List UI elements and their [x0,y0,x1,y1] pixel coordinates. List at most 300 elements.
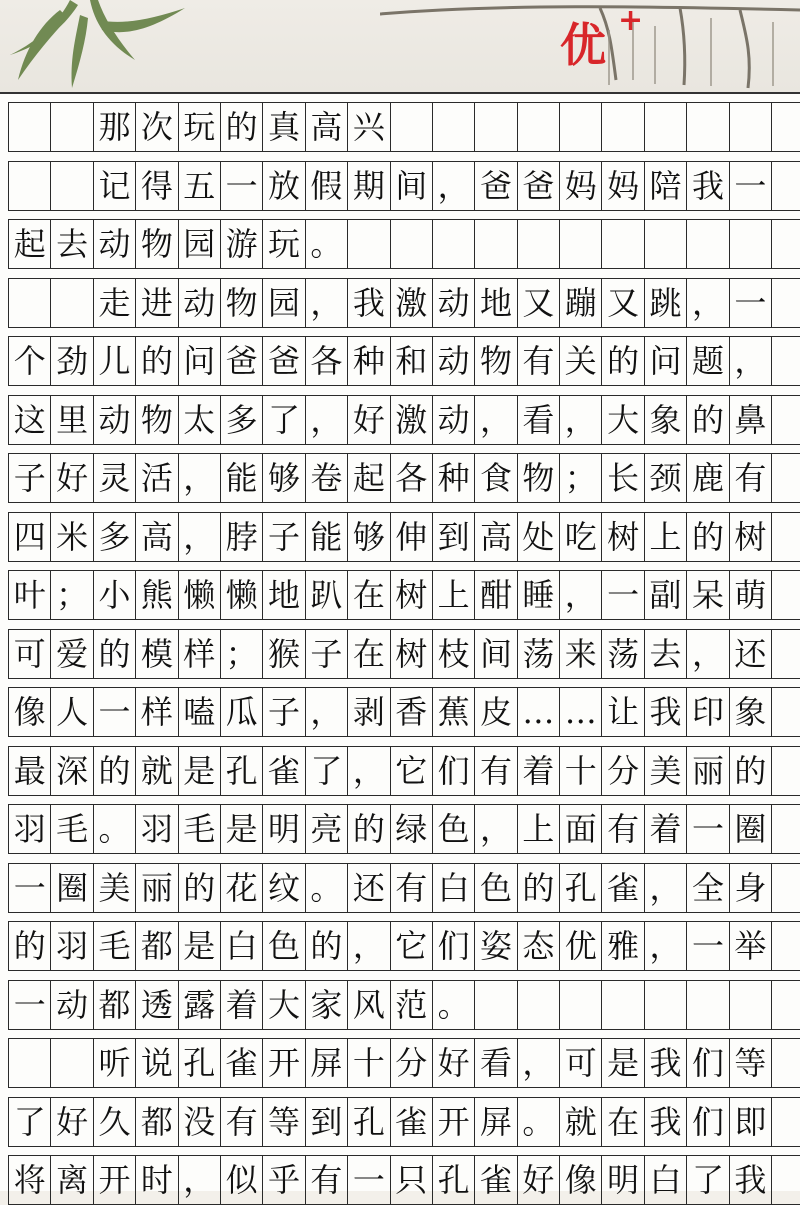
grid-cell: 绿 [390,805,432,853]
grid-cell: 说 [135,1039,177,1087]
grid-cell: ， [474,805,516,853]
grid-cell: 了 [8,1098,50,1146]
grid-cell: 可 [8,630,50,678]
grid-cell: 熊 [135,571,177,619]
grid-cell [771,162,800,210]
grid-cell: 象 [644,396,686,444]
text-row [8,629,800,679]
grid-cell: 屏 [305,1039,347,1087]
grid-cell: 期 [347,162,389,210]
grid-cell: 着 [517,747,559,795]
text-row [8,921,800,971]
grid-cell: 枝 [432,630,474,678]
grid-cell: 玩 [262,220,304,268]
grid-cell: 去 [50,220,92,268]
grid-cell: 子 [262,513,304,561]
grid-cell: 最 [8,747,50,795]
grid-cell: 上 [517,805,559,853]
grid-cell: 动 [432,337,474,385]
grid-cell: 圈 [50,864,92,912]
grid-cell [644,981,686,1029]
grid-cell: 高 [305,103,347,151]
grid-cell [50,162,92,210]
grid-cell: 还 [347,864,389,912]
grid-cell: 有 [601,805,643,853]
grid-cell: 在 [347,630,389,678]
text-row [8,161,800,211]
grid-cell: ， [474,396,516,444]
grid-cell: ， [686,630,728,678]
text-row [8,687,800,737]
grid-cell [8,103,50,151]
grid-cell: 子 [262,688,304,736]
grid-cell [771,220,800,268]
grid-cell: 大 [601,396,643,444]
text-row [8,1155,800,1205]
grid-cell [771,864,800,912]
grid-cell: 得 [135,162,177,210]
grid-cell [771,571,800,619]
grid-cell [517,220,559,268]
grid-cell [347,220,389,268]
grid-cell: 起 [8,220,50,268]
grid-cell: 色 [262,922,304,970]
grid-cell [8,279,50,327]
grid-cell: 等 [262,1098,304,1146]
grid-cell: 蕉 [432,688,474,736]
grid-cell: 瓜 [220,688,262,736]
grid-cell: 开 [93,1156,135,1204]
grid-cell: 是 [601,1039,643,1087]
grid-cell [771,1156,800,1204]
grid-cell: 动 [93,396,135,444]
grid-cell: 范 [390,981,432,1029]
grid-cell: 长 [601,454,643,502]
grid-cell: 卷 [305,454,347,502]
grid-cell: 高 [135,513,177,561]
grid-cell: 激 [390,396,432,444]
text-row [8,453,800,503]
grid-cell: 似 [220,1156,262,1204]
grid-cell: 那 [93,103,135,151]
grid-cell: 兴 [347,103,389,151]
grid-cell: … [517,688,559,736]
grid-cell: 孔 [347,1098,389,1146]
grid-cell: 爸 [262,337,304,385]
grid-cell: 间 [390,162,432,210]
grid-cell: 白 [220,922,262,970]
grid-cell: 离 [50,1156,92,1204]
grid-cell: ； [559,454,601,502]
grid-cell: 个 [8,337,50,385]
grid-cell: 的 [135,337,177,385]
grid-cell: 一 [729,279,771,327]
grid-cell: 的 [93,630,135,678]
grid-cell [686,220,728,268]
grid-cell: 园 [178,220,220,268]
grid-cell [644,103,686,151]
grid-cell: 深 [50,747,92,795]
grid-cell: 人 [50,688,92,736]
grid-cell: 我 [347,279,389,327]
grid-cell: 各 [390,454,432,502]
grid-cell: 它 [390,922,432,970]
grid-cell: 四 [8,513,50,561]
grid-cell: 有 [220,1098,262,1146]
grid-cell: 着 [644,805,686,853]
text-row [8,512,800,562]
grid-cell: 又 [517,279,559,327]
grid-cell: 子 [305,630,347,678]
grid-cell [644,220,686,268]
grid-cell: 种 [432,454,474,502]
grid-cell [771,337,800,385]
grid-cell: 羽 [135,805,177,853]
grid-cell: 丽 [686,747,728,795]
grid-cell [559,981,601,1029]
grid-cell: 放 [262,162,304,210]
text-row [8,336,800,386]
grid-cell: 是 [178,747,220,795]
grid-cell [50,279,92,327]
grid-cell: 好 [50,1098,92,1146]
grid-cell: 懒 [220,571,262,619]
grid-cell: 皮 [474,688,516,736]
text-row [8,804,800,854]
text-row [8,278,800,328]
grid-cell: 剥 [347,688,389,736]
grid-cell: 我 [644,688,686,736]
grid-cell: ， [305,688,347,736]
text-row [8,980,800,1030]
grid-cell: 里 [50,396,92,444]
grid-cell: 孔 [559,864,601,912]
grid-cell: 面 [559,805,601,853]
grid-cell: 开 [262,1039,304,1087]
grid-cell: 屏 [474,1098,516,1146]
grid-cell: 有 [474,747,516,795]
grid-cell: 的 [686,513,728,561]
grid-cell: 五 [178,162,220,210]
grid-cell: 一 [8,864,50,912]
grid-cell: 游 [220,220,262,268]
grid-cell: 。 [305,864,347,912]
grid-cell: 花 [220,864,262,912]
grid-cell [771,688,800,736]
grid-cell: 乎 [262,1156,304,1204]
grid-cell [771,279,800,327]
grid-cell: ， [178,513,220,561]
manuscript-paper [0,92,800,1199]
grid-cell: 我 [686,162,728,210]
grade-plus: + [618,3,644,38]
grid-cell: 。 [93,805,135,853]
grid-cell: 身 [729,864,771,912]
grid-cell: ， [729,337,771,385]
grid-cell: 亮 [305,805,347,853]
grid-cell: 一 [686,922,728,970]
grid-cell: 到 [432,513,474,561]
grid-cell: 十 [347,1039,389,1087]
text-row [8,219,800,269]
grid-cell: 上 [432,571,474,619]
grid-cell: 久 [93,1098,135,1146]
grid-cell: 雀 [601,864,643,912]
grid-cell: 雀 [474,1156,516,1204]
grid-cell: 们 [686,1039,728,1087]
text-row [8,1097,800,1147]
grid-cell: 象 [729,688,771,736]
grid-cell: 爱 [50,630,92,678]
grid-cell: 上 [644,513,686,561]
grid-cell: 物 [220,279,262,327]
grid-cell: 雀 [262,747,304,795]
grid-cell [50,103,92,151]
grid-cell: 爸 [474,162,516,210]
grid-cell: 们 [432,922,474,970]
grid-cell: 劲 [50,337,92,385]
grid-cell: 就 [559,1098,601,1146]
grid-cell: 活 [135,454,177,502]
grid-cell [559,220,601,268]
grid-cell: 一 [601,571,643,619]
grid-cell: 树 [390,630,432,678]
grid-cell: 记 [93,162,135,210]
grid-cell: 猴 [262,630,304,678]
grid-cell: 米 [50,513,92,561]
grid-cell: ， [559,571,601,619]
grid-cell: 家 [305,981,347,1029]
grid-cell [729,103,771,151]
grid-cell: 一 [8,981,50,1029]
grid-cell: 像 [8,688,50,736]
grid-cell: 能 [220,454,262,502]
grid-cell: 有 [517,337,559,385]
grid-cell: 地 [262,571,304,619]
grid-cell: 激 [390,279,432,327]
grid-cell: 好 [347,396,389,444]
grid-cell: 懒 [178,571,220,619]
grid-cell: ， [305,279,347,327]
grid-cell: 就 [135,747,177,795]
grid-cell: ， [178,1156,220,1204]
text-row [8,570,800,620]
grid-cell: 起 [347,454,389,502]
grid-cell: 像 [559,1156,601,1204]
grid-cell [771,1098,800,1146]
grid-cell: ， [517,1039,559,1087]
grid-cell [474,220,516,268]
grid-cell: 动 [432,279,474,327]
grid-cell: 优 [559,922,601,970]
grid-cell: 好 [50,454,92,502]
grid-cell: 的 [686,396,728,444]
grid-cell: 丽 [135,864,177,912]
grid-cell: 儿 [93,337,135,385]
grid-cell: 物 [135,220,177,268]
grid-cell: ， [644,864,686,912]
grid-cell: 白 [644,1156,686,1204]
grid-cell: 美 [93,864,135,912]
grid-cell: 问 [178,337,220,385]
grid-cell: 好 [432,1039,474,1087]
grid-cell: 爸 [517,162,559,210]
grid-cell: 有 [729,454,771,502]
grid-cell: 题 [686,337,728,385]
grid-cell: 将 [8,1156,50,1204]
grid-cell: ； [50,571,92,619]
grid-cell [517,981,559,1029]
grid-cell: 萌 [729,571,771,619]
grid-cell: 透 [135,981,177,1029]
grid-cell [8,162,50,210]
text-row [8,1038,800,1088]
grid-cell: 荡 [601,630,643,678]
grid-cell: 的 [178,864,220,912]
grid-cell: 小 [93,571,135,619]
grid-cell: 的 [8,922,50,970]
grid-cell: 去 [644,630,686,678]
grid-cell [601,220,643,268]
grid-cell: 动 [93,220,135,268]
grid-cell: 的 [93,747,135,795]
grid-cell: 着 [220,981,262,1029]
grid-cell: ， [432,162,474,210]
grid-cell: 这 [8,396,50,444]
grid-cell: 听 [93,1039,135,1087]
grid-cell: 树 [729,513,771,561]
grid-cell [771,747,800,795]
grid-cell: 物 [135,396,177,444]
grid-cell: 只 [390,1156,432,1204]
grid-cell: 美 [644,747,686,795]
grid-cell: 看 [517,396,559,444]
grid-cell: 进 [135,279,177,327]
grid-cell: 荡 [517,630,559,678]
grid-cell [390,103,432,151]
grid-cell: 露 [178,981,220,1029]
grid-cell: 树 [601,513,643,561]
grid-cell: 高 [474,513,516,561]
grid-cell: 能 [305,513,347,561]
grid-cell: 动 [50,981,92,1029]
grid-cell: 孔 [432,1156,474,1204]
grid-cell [771,454,800,502]
grid-cell: 样 [178,630,220,678]
grid-cell [771,513,800,561]
grid-cell: 鼻 [729,396,771,444]
grid-cell: 物 [517,454,559,502]
grid-cell: 举 [729,922,771,970]
grid-cell: 还 [729,630,771,678]
grid-cell [771,1039,800,1087]
grid-cell: 没 [178,1098,220,1146]
grid-cell: 又 [601,279,643,327]
grid-cell: 白 [432,864,474,912]
grid-cell: 酣 [474,571,516,619]
grid-cell: 灵 [93,454,135,502]
grid-cell: 园 [262,279,304,327]
grid-cell [601,981,643,1029]
grid-cell [474,103,516,151]
grid-cell: ， [644,922,686,970]
grid-cell: 呆 [686,571,728,619]
grid-cell [601,103,643,151]
grid-cell: 了 [262,396,304,444]
grid-cell: 多 [220,396,262,444]
grid-cell: 次 [135,103,177,151]
grid-cell [8,1039,50,1087]
grid-cell [432,103,474,151]
grid-cell: 明 [262,805,304,853]
grid-cell: 玩 [178,103,220,151]
grid-cell [771,103,800,151]
grid-cell: 态 [517,922,559,970]
grid-cell: 印 [686,688,728,736]
grid-cell: 一 [220,162,262,210]
grid-cell [686,981,728,1029]
grid-cell: 各 [305,337,347,385]
grid-cell: 地 [474,279,516,327]
grid-cell: 妈 [559,162,601,210]
grid-cell: 妈 [601,162,643,210]
decorative-header [0,0,800,92]
grid-cell: 全 [686,864,728,912]
grid-cell: 分 [601,747,643,795]
grid-cell: 等 [729,1039,771,1087]
grid-cell: 即 [729,1098,771,1146]
grid-cell: 是 [178,922,220,970]
grid-cell: 趴 [305,571,347,619]
grid-cell: 走 [93,279,135,327]
grid-cell: 脖 [220,513,262,561]
grid-cell: 看 [474,1039,516,1087]
grid-cell: 的 [305,922,347,970]
grid-cell: 雀 [390,1098,432,1146]
grid-cell: 圈 [729,805,771,853]
grid-cell [771,805,800,853]
grid-cell: ， [178,454,220,502]
grid-cell: 颈 [644,454,686,502]
grid-cell: 羽 [8,805,50,853]
grid-cell: 在 [347,571,389,619]
grid-cell: 够 [347,513,389,561]
grid-cell: ， [347,922,389,970]
grid-cell: 时 [135,1156,177,1204]
grid-cell: 的 [220,103,262,151]
grid-cell: 假 [305,162,347,210]
grid-cell: 种 [347,337,389,385]
grid-cell: 副 [644,571,686,619]
grid-cell: 们 [686,1098,728,1146]
grid-cell: 是 [220,805,262,853]
grid-cell: 雅 [601,922,643,970]
grid-cell: 伸 [390,513,432,561]
grid-cell: 了 [686,1156,728,1204]
grid-cell [559,103,601,151]
grid-cell: 了 [305,747,347,795]
grid-cell: 爸 [220,337,262,385]
grid-cell: 十 [559,747,601,795]
grade-mark: 优 [560,18,606,72]
text-row [8,746,800,796]
grid-cell: 我 [644,1098,686,1146]
grid-cell: 的 [601,337,643,385]
title-row [8,102,800,152]
grid-cell: 蹦 [559,279,601,327]
grid-cell: 间 [474,630,516,678]
grid-cell: 毛 [50,805,92,853]
